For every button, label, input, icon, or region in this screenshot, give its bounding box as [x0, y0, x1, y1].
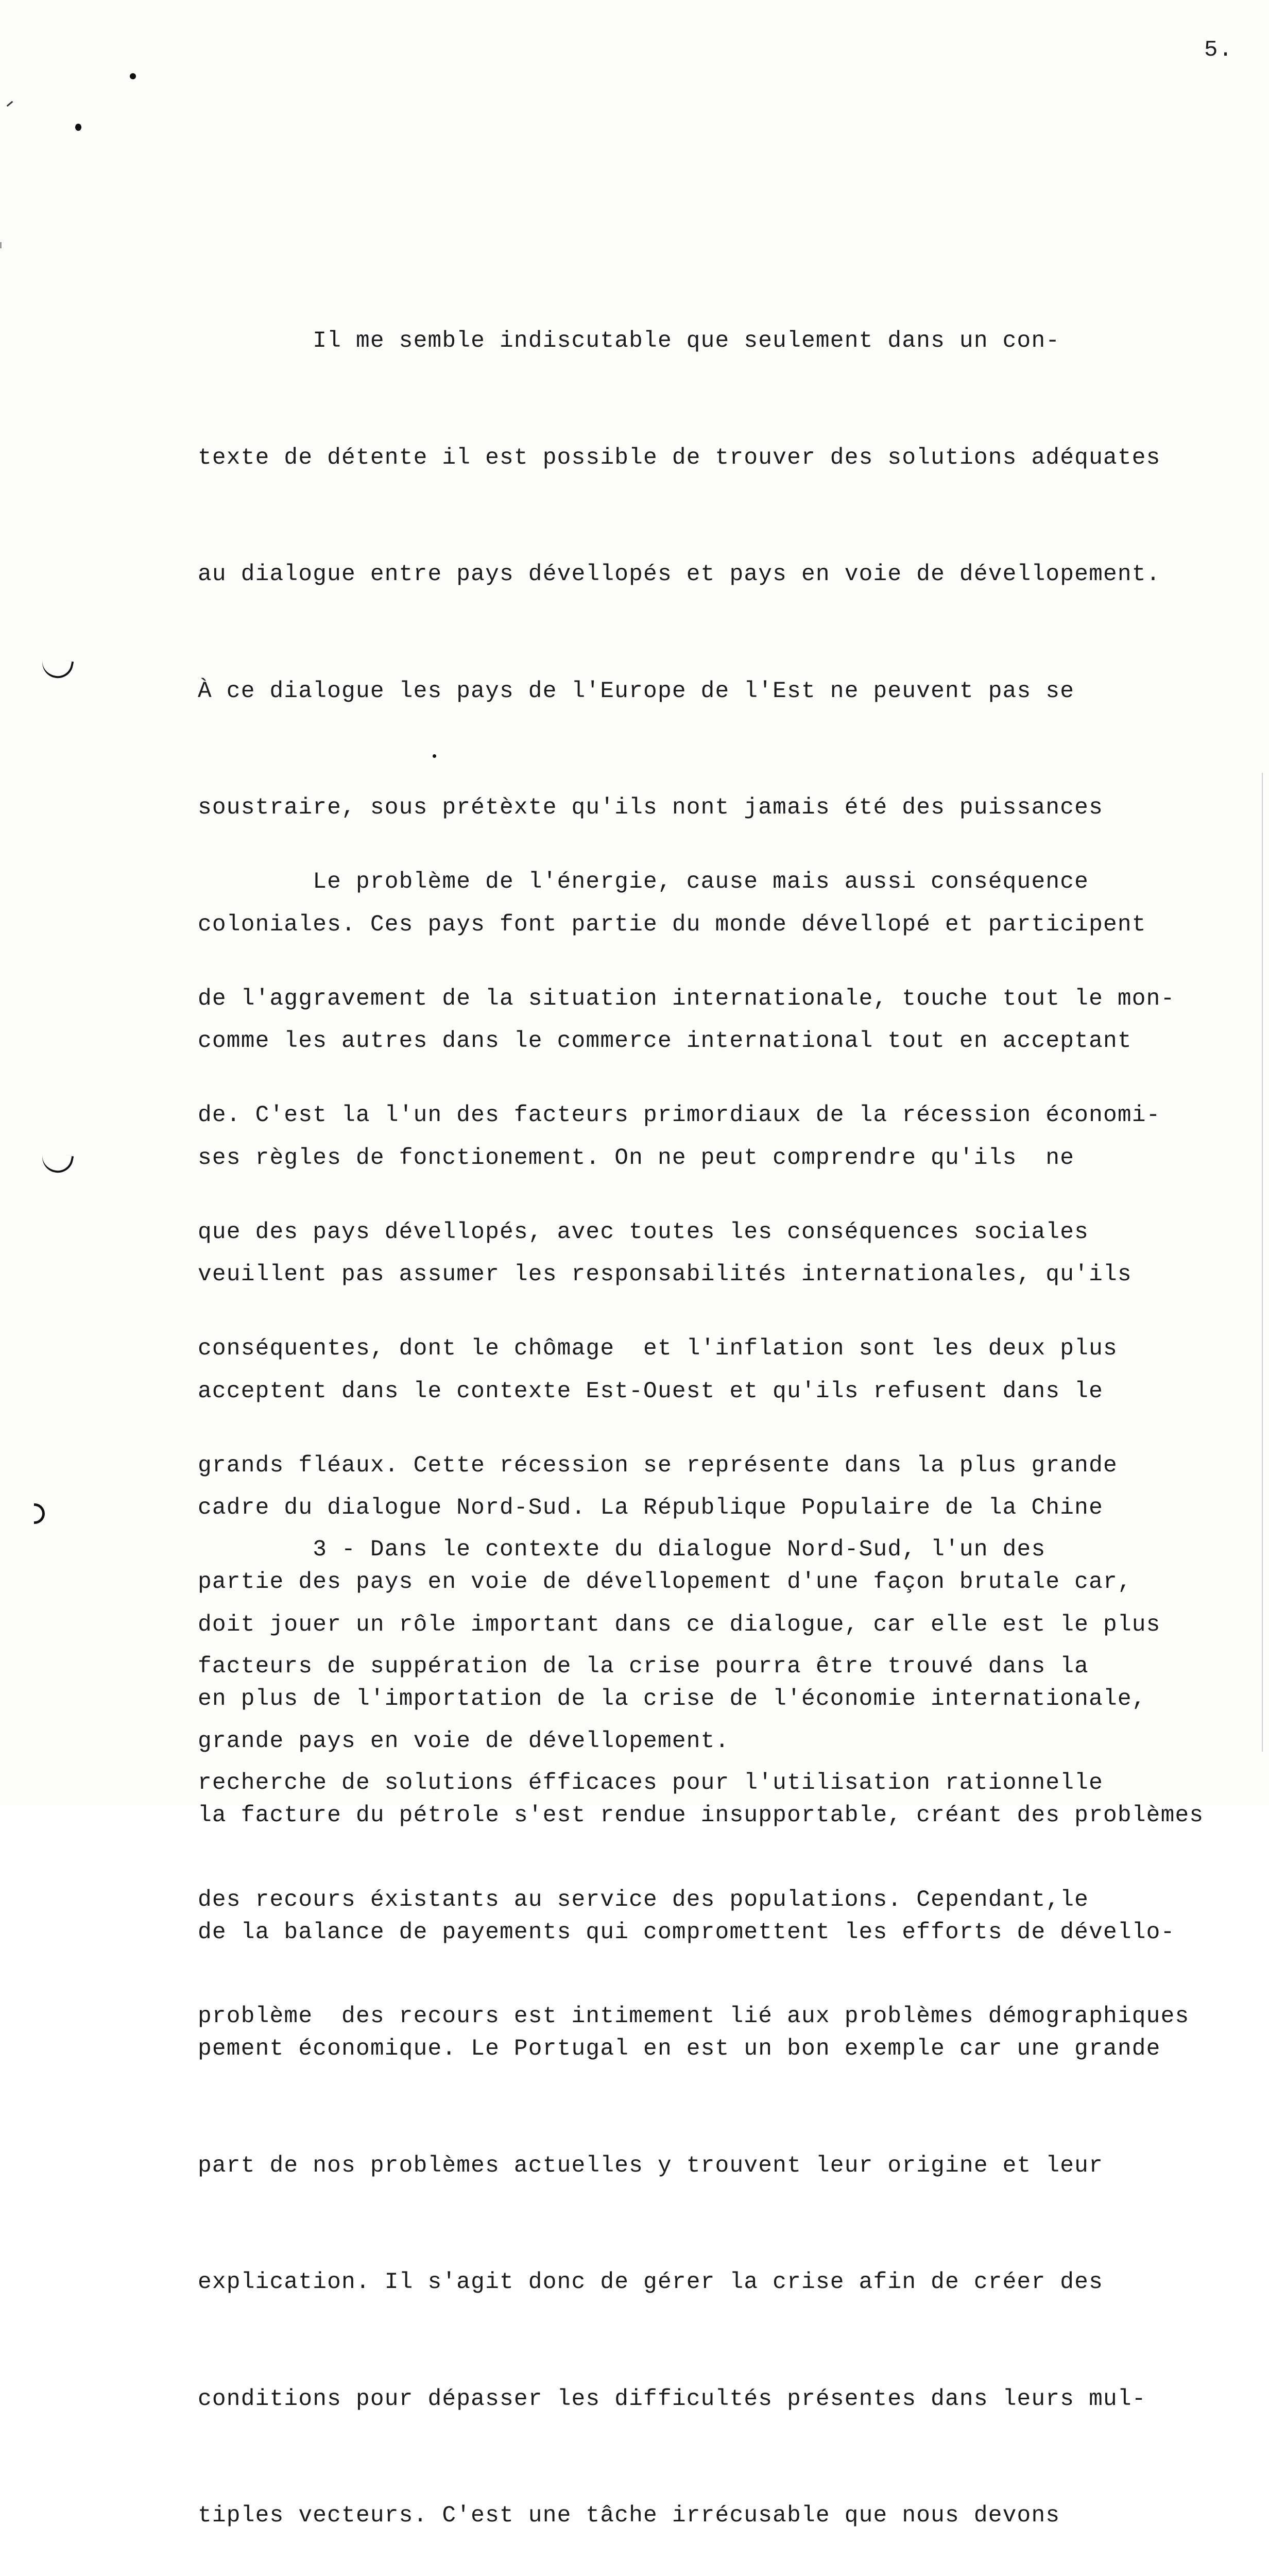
text-line: comme les autres dans le commerce international tout en acceptant [198, 1028, 1132, 1054]
text-line: de la balance de payements qui compromettent les efforts de dévello- [198, 1919, 1175, 1945]
text-line: veuillent pas assumer les responsabilités internationales, qu'ils [198, 1262, 1132, 1287]
margin-mark [7, 101, 13, 107]
text-line: grands fléaux. Cette récession se représente dans la plus grande [198, 1452, 1118, 1479]
text-line: problème des recours est intimement lié aux problèmes démographiques [198, 2004, 1190, 2029]
text-line: Le problème de l'énergie, cause mais aussi conséquence [198, 869, 1089, 895]
text-line: coloniales. Ces pays font partie du monde dévellopé et participent [198, 911, 1146, 938]
text-line: facteurs de suppération de la crise pourra être trouvé dans la [198, 1653, 1089, 1680]
scan-speck [130, 73, 136, 79]
text-line: explication. Il s'agit donc de gérer la crise afin de créer des [198, 2269, 1103, 2295]
text-line: de. C'est la l'un des facteurs primordiaux de la récession économi- [198, 1103, 1161, 1128]
scan-edge-line [1262, 773, 1263, 1752]
text-line: des recours éxistants au service des populations. Cependant,le [198, 1887, 1089, 1913]
text-line: conséquentes, dont le chômage et l'inflation sont les deux plus [198, 1336, 1118, 1362]
text-line: que des pays dévellopés, avec toutes les conséquences sociales [198, 1219, 1089, 1245]
text-line: la facture du pétrole s'est rendue insupportable, créant des problèmes [198, 1803, 1204, 1828]
page-number: 5. [1204, 37, 1233, 63]
scan-edge-mark [0, 242, 2, 248]
text-line: partie des pays en voie de dévellopement d'une façon brutale car, [198, 1569, 1132, 1595]
text-line: Il me semble indiscutable que seulement dans un con- [198, 328, 1060, 354]
text-line: au dialogue entre pays dévellopés et pays en voie de dévellopement. [198, 562, 1161, 587]
text-line: 3 - Dans le contexte du dialogue Nord-Sud, l'un des [198, 1537, 1046, 1563]
text-line: de l'aggravement de la situation internationale, touche tout le mon- [198, 986, 1175, 1012]
text-line: part de nos problèmes actuelles y trouvent leur origine et leur [198, 2153, 1103, 2179]
text-line: tiples vecteurs. C'est une tâche irrécusable que nous devons [198, 2503, 1060, 2529]
margin-bracket-mark [34, 1503, 45, 1524]
text-line: texte de détente il est possible de trouver des solutions adéquates [198, 445, 1161, 471]
text-line: soustraire, sous prétèxte qu'ils nont jamais été des puissances [198, 795, 1103, 821]
margin-hook-mark [40, 1150, 74, 1176]
text-line: conditions pour dépasser les difficultés présentes dans leurs mul- [198, 2386, 1146, 2412]
text-line: en plus de l'importation de la crise de l'économie internationale, [198, 1686, 1146, 1712]
text-line: cadre du dialogue Nord-Sud. La République Populaire de la Chine [198, 1495, 1103, 1521]
text-line: acceptent dans le contexte Est-Ouest et qu'ils refusent dans le [198, 1378, 1103, 1404]
text-line: ses règles de fonctionement. On ne peut comprendre qu'ils ne [198, 1145, 1075, 1171]
text-line: doit jouer un rôle important dans ce dialogue, car elle est le plus [198, 1612, 1161, 1638]
text-line: pement économique. Le Portugal en est un bon exemple car une grande [198, 2036, 1161, 2062]
scan-speck [75, 124, 81, 131]
paragraph-3 [198, 1453, 1243, 2114]
text-line: À ce dialogue les pays de l'Europe de l'Est ne peuvent pas se [198, 678, 1075, 704]
text-line: recherche de solutions éfficaces pour l'utilisation rationnelle [198, 1770, 1103, 1796]
text-line: grande pays en voie de dévellopement. [198, 1728, 730, 1754]
margin-hook-mark [40, 655, 74, 681]
